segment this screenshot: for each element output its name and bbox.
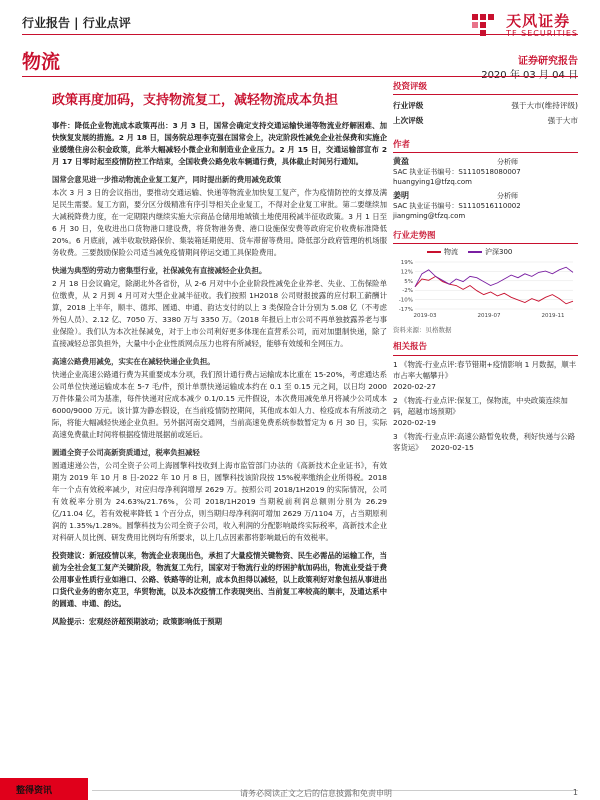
related-item[interactable]: 3 《物流-行业点评:高速公路暂免收费，利好快递与公路客货运》 2020-02-15 [393, 432, 576, 452]
analyst-1: 黄盈 分析师 SAC 执业证书编号：S1110518080007 huangying1@tfzq.com [393, 157, 521, 186]
prev-rating: 上次评级 强于大市 [393, 116, 578, 125]
report-date: 2020 年 03 月 04 日 [481, 70, 578, 81]
related-item[interactable]: 2 《物流-行业点评:保复工，保物流，中央政策连续加码，超越市场预期》 2020-02-19 [393, 396, 568, 427]
paragraph: 圆通速递公告，公司全资子公司上海圆擎科技收到上海市监管部门办法的《高新技术企业证书》，有效期为 2019 年 10 月 8 日-2022 年 10 月 8 日，圆擎科技该阶段按 15%税率缴纳企业所得税。2018 年一个点有效税率减少，对应归母净利润增厚 2629 万。按照公司 2018/1H2019 的实际情况，公司有效税率分别为 24.63%/21.76%，公司 2018/1H2019 当期税前利润总额则分别为 26.29 亿/11.04 亿，若有效税率降低 1 个百分点，则当期归母净利润可增加 2629 万/1104 万，占当期原利润的 1.35%/1.28%。圆擎科技为公司全资子公司，收入利润的分配影响最终实际税率，高新技术企业对科研人员比例、研发费用比例均有所要求，以上几点因素都将影响最后的有效税率。 [52, 461, 387, 542]
industry-name: 物流 [22, 51, 61, 73]
chart-source: 资料来源：贝格数据 [393, 326, 452, 334]
paragraph-event: 事件：降低企业物流成本政策再出：3 月 3 日，国常会确定支持交通运输快递等物流业纾解困难、加快恢复发展的措施。2 月 18 日，国务院总理李克强在国常会上，决定阶段性减免企业社保费和实施企业缓缴住房公积金政策，此举大幅减轻小微企业和制造业企业压力。2 月 15 日，交通运输部宣布 2 月 17 日零时起至疫情防控工作结束，全国收费公路免收车辆通行费，具体截止时间另行通知。 [52, 121, 387, 166]
paragraph-investment-advice: 投资建议：新冠疫情以来，物流企业表现出色，承担了大量疫情关键物资、民生必需品的运输工作，当前为全社会复工复产关键阶段，物流复工先行，国家对于物流行业的纾困护航加码出，物流业受益于费公用事业性质行业如港口、公路、铁路等的让利，成本负担得以减轻，以上政策利好对象包括从事进出口货代业务的密尔克卫，华贸物流，以及本次疫情工作表现突出、当前复工率较高的顺丰，及通达系中的圆通、申通、韵达。 [52, 551, 387, 608]
section-heading: 圆通全资子公司高新资质通过，税率负担减轻 [52, 448, 200, 457]
series-line-沪深300 [415, 267, 573, 287]
trend-chart [393, 227, 578, 334]
industry-rating: 行业评级 强于大市(维持评级) [393, 101, 578, 110]
y-tick-label: 5% [404, 278, 413, 285]
logo-text-en: TF SECURITIES [506, 29, 578, 38]
legend-item: 沪深300 [485, 248, 513, 256]
section-heading: 快递为典型的劳动力密集型行业，社保减免有直接减轻企业负担。 [52, 266, 267, 275]
x-tick-label: 2019-07 [477, 313, 501, 319]
tf-logo-icon [470, 12, 500, 40]
trend-title: 行业走势图 [393, 227, 578, 244]
section-heading: 国常会意见进一步推动物流企业复工复产，同时提出新的费用减免政策 [52, 175, 282, 184]
author-title: 作者 [393, 136, 578, 153]
report-title: 政策再度加码，支持物流复工，减轻物流成本负担 [52, 93, 339, 108]
analyst-2: 姜明 分析师 SAC 执业证书编号：S1110516110002 jiangming@tfzq.com [393, 191, 521, 220]
footer-disclaimer: 请务必阅读正文之后的信息披露和免责申明 [240, 789, 392, 798]
page-number: 1 [572, 788, 578, 797]
y-tick-label: -10% [398, 297, 413, 304]
y-tick-label: 12% [400, 269, 413, 276]
report-tags: 行业报告 | 行业点评 [22, 16, 131, 30]
y-tick-label: -2% [402, 288, 413, 295]
related-reports [393, 340, 578, 453]
sidebar [393, 78, 578, 456]
related-item[interactable]: 1 《物流-行业点评:春节错期+疫情影响 1 月数据，顺丰市占率大幅攀升》 2020-02-27 [393, 360, 577, 391]
related-title: 相关报告 [393, 340, 578, 356]
legend-item: 物流 [444, 248, 458, 256]
rating-title: 投资评级 [393, 78, 578, 95]
chart-legend [393, 247, 578, 257]
section-heading: 高速公路费用减免，实实在在减轻快递企业负担。 [52, 357, 215, 366]
x-tick-label: 2019-03 [413, 313, 437, 319]
divider [22, 34, 578, 35]
report-type: 证券研究报告 [518, 56, 578, 67]
y-tick-label: 19% [400, 260, 413, 266]
top-bar [22, 12, 578, 42]
x-tick-label: 2019-11 [541, 313, 565, 319]
paragraph-risk: 风险提示：宏观经济超预期波动；政策影响低于预期 [52, 617, 222, 626]
y-tick-label: -17% [398, 307, 413, 313]
divider [22, 76, 578, 77]
email-link[interactable]: jiangming@tfzq.com [393, 212, 466, 220]
logo-text-cn: 天风证券 [506, 12, 571, 30]
paragraph: 本次 3 月 3 日的会议指出，要推动交通运输、快递等物流业加快复工复产，作为疫情防控的支撑及满足民生需要。复工方面，要分区分级精准有序引导相关企业复工，不得对企业复工审批。第二要继续加大减税降费力度，在一定期限内继续实施大宗商品仓储用地城镇土地使用税减半征收政策。3 月 1 日至 6 月 30 日，免收进出口货物港口建设费，将货物港务费、港口设施保安费等政府定价收费标准降低 20%。6 月底前，减半收取铁路保价、集装箱延期使用、货车滞留等费用。降低部分政府管理的机场服务收费。三要鼓励保险公司适当减免疫情期间停运交通工具保险费用。 [52, 188, 387, 257]
paragraph: 快递企业高速公路通行费为其重要成本分项，我们预计通行费占运输成本比重在 15-20%，考虑通达系公司单位快递运输成本在 5-7 毛/件，预计单票快递运输成本约在 0.1 至 0.15 元之间，以日均 2000 万件体量公司为基准，每件快递对应成本减少 0.1/0.15 元件假设，本次费用减免单月将减少公司成本 6000/9000 万元。该计算为静态假设，在当前疫情防控期间，其他成本如人力、检疫成本有所波动之际，将能大幅减轻快递企业负担。另外据河南交通网，当前高速免费系统参数暂定为 6 月 30 日，实际高速免费截止时间将根据疫情进展据前或延后。 [52, 370, 387, 439]
trend-chart-svg [393, 259, 578, 321]
email-link[interactable]: huangying1@tfzq.com [393, 178, 472, 186]
footer-badge: 整得资讯 [0, 778, 88, 800]
logo [470, 12, 578, 40]
paragraph: 2 月 18 日会议确定，除湖北外各省份，从 2-6 月对中小企业阶段性减免企业养老、失业、工伤保险单位缴费，从 2 月到 4 月可对大型企业减半征收。我们按照 1H2018 公司财报披露的应付职工薪酬计算，2018 上半年，顺丰、德邦、圆通、申通、韵达支付的以上 3 类保险合计分别为 5.08 亿（不考虑外包人员）、2.12 亿、7050 万、3380 万与 3350 万。（2018 年报后上市公司不再单独披露养老与事业保险）。我们认为本次社保减免，对于上市公司利好更多体现在直营系公司，而对加盟制快递，除了直接减轻总部负担外，大量中小企业性质网点压力也将有所减轻，能够有效缓和全网压力。 [52, 279, 387, 348]
report-body [52, 120, 387, 634]
